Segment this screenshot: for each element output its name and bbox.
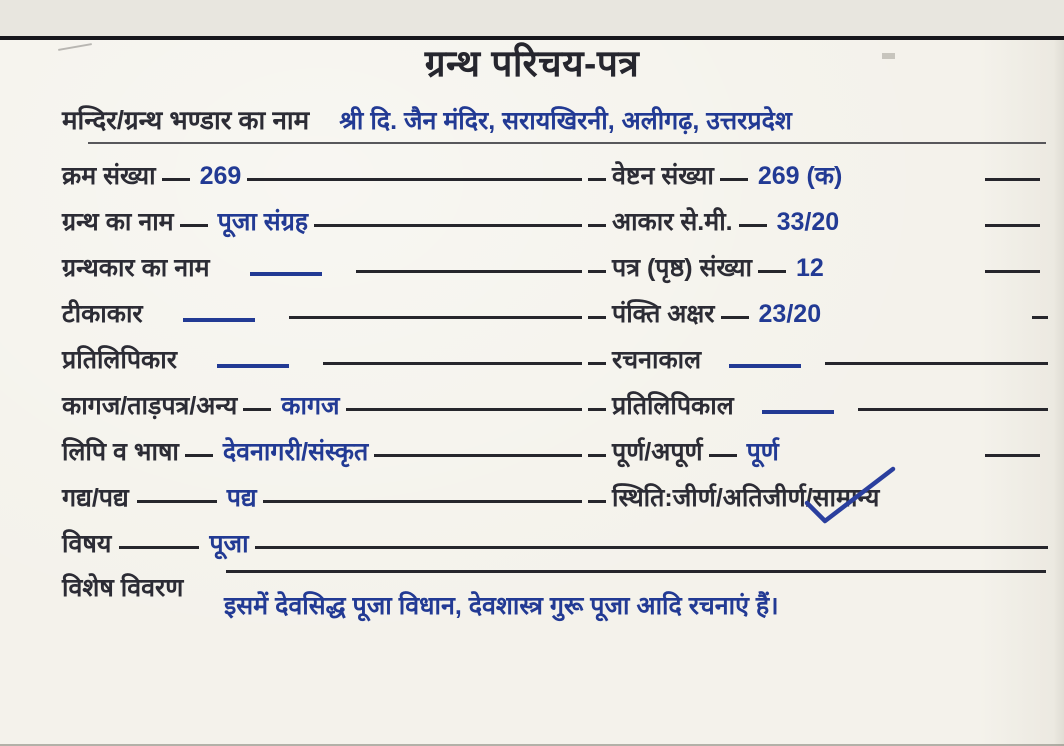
blank-value-dash — [250, 272, 322, 276]
rule-line — [243, 408, 271, 411]
field-label: पत्र (पृष्ठ) संख्या — [612, 253, 752, 282]
field-label: प्रतिलिपिकार — [62, 345, 177, 374]
field-value: श्री दि. जैन मंदिर, सरायखिरनी, अलीगढ़, उत्तरप्रदेश — [339, 107, 792, 135]
rule-line — [858, 408, 1048, 411]
form-row — [62, 236, 1048, 282]
field-value: 12 — [795, 253, 824, 282]
field-label: ग्रन्थकार का नाम — [62, 253, 210, 282]
field-condition — [588, 466, 1048, 512]
field-bundle-number — [588, 144, 1048, 190]
field-book-name — [62, 190, 588, 236]
rule-line — [825, 362, 1048, 365]
field-label: ग्रन्थ का नाम — [62, 207, 174, 236]
page-title: ग्रन्थ परिचय-पत्र — [424, 43, 640, 84]
rule-line — [323, 362, 582, 365]
rule-line — [137, 500, 217, 503]
field-label: पूर्ण/अपूर्ण — [612, 437, 703, 466]
field-prose-verse — [62, 466, 588, 512]
rule-line — [588, 178, 606, 181]
field-value: 269 — [199, 161, 242, 190]
field-label: रचनाकाल — [612, 345, 702, 374]
field-value: पद्य — [226, 483, 257, 512]
field-value: पूर्ण — [746, 437, 779, 466]
field-temple-name — [62, 101, 1048, 137]
field-value: 23/20 — [758, 299, 822, 328]
rule-line — [289, 316, 582, 319]
rule-line — [709, 454, 737, 457]
rule-line — [180, 224, 208, 227]
form-row — [62, 328, 1048, 374]
rule-line — [985, 270, 1040, 273]
form-row — [62, 466, 1048, 512]
field-label: विषय — [62, 529, 112, 558]
rule-line — [356, 270, 582, 273]
blank-value-dash — [217, 364, 289, 368]
field-subject — [62, 512, 1048, 558]
rule-line — [588, 500, 606, 503]
field-complete-incomplete — [588, 420, 1048, 466]
field-serial-number — [62, 144, 588, 190]
field-label: पंक्ति अक्षर — [612, 299, 715, 328]
field-special-details — [62, 558, 1048, 624]
scan-edge-top — [0, 36, 1064, 40]
field-label: मन्दिर/ग्रन्थ भण्डार का नाम — [62, 105, 310, 135]
rule-line — [1032, 316, 1048, 319]
form-row — [62, 144, 1048, 190]
field-value: इसमें देवसिद्ध पूजा विधान, देवशास्त्र गुरू पूजा आदि रचनाएं हैं। — [224, 592, 779, 620]
field-value: पूजा — [209, 529, 249, 558]
rule-line — [985, 224, 1040, 227]
form-body — [0, 101, 1064, 624]
field-label: लिपि व भाषा — [62, 437, 179, 466]
field-subject-inner — [62, 512, 1048, 558]
rule-line — [588, 270, 606, 273]
rule-line — [88, 142, 1046, 144]
rule-line — [247, 178, 582, 181]
rule-line — [185, 454, 213, 457]
condition-marked-option — [813, 485, 880, 513]
blank-value-dash — [183, 318, 255, 322]
field-label: प्रतिलिपिकाल — [612, 391, 734, 420]
blank-value-dash — [762, 410, 834, 414]
field-author-name — [62, 236, 588, 282]
field-script-language — [62, 420, 588, 466]
field-page-count — [588, 236, 1048, 282]
rule-line — [588, 224, 606, 227]
blank-value-dash — [729, 364, 801, 368]
field-value: कागज — [281, 391, 340, 420]
rule-line — [588, 408, 606, 411]
form-row — [62, 420, 1048, 466]
rule-line — [346, 408, 582, 411]
field-label: वेष्टन संख्या — [612, 161, 714, 190]
form-row — [62, 190, 1048, 236]
rule-line — [588, 362, 606, 365]
rule-line — [985, 178, 1040, 181]
field-label: कागज/ताड़पत्र/अन्य — [62, 391, 238, 420]
field-composition-date — [588, 328, 1048, 374]
rule-line — [720, 178, 748, 181]
scan-artifact — [882, 53, 895, 59]
rule-line — [263, 500, 582, 503]
rule-line — [226, 570, 1046, 573]
rule-line — [721, 316, 749, 319]
field-value: 33/20 — [776, 207, 840, 236]
field-material — [62, 374, 588, 420]
catalog-card — [0, 36, 1064, 746]
rule-line — [758, 270, 786, 273]
field-label: टीकाकार — [62, 299, 143, 328]
rule-line — [162, 178, 190, 181]
rule-line — [739, 224, 767, 227]
rule-line — [588, 316, 606, 319]
field-label: आकार से.मी. — [612, 207, 733, 236]
field-size-cm — [588, 190, 1048, 236]
field-value: देवनागरी/संस्कृत — [222, 437, 369, 466]
field-commentator — [62, 282, 588, 328]
form-row — [62, 282, 1048, 328]
field-label: विशेष विवरण — [62, 574, 184, 602]
field-value: 269 (क) — [757, 161, 843, 190]
field-value: पूजा संग्रह — [217, 207, 309, 236]
rule-line — [374, 454, 582, 457]
form-row — [62, 374, 1048, 420]
field-copyist — [62, 328, 588, 374]
rule-line — [255, 546, 1048, 549]
field-copy-date — [588, 374, 1048, 420]
field-label: क्रम संख्या — [62, 161, 156, 190]
field-lines-letters — [588, 282, 1048, 328]
field-label: सामान्य — [812, 483, 880, 512]
rule-line — [119, 546, 199, 549]
field-label: स्थिति:जीर्ण/अतिजीर्ण/ — [612, 483, 813, 512]
field-label: गद्य/पद्य — [62, 483, 129, 512]
rule-line — [588, 454, 606, 457]
rule-line — [314, 224, 582, 227]
rule-line — [985, 454, 1040, 457]
